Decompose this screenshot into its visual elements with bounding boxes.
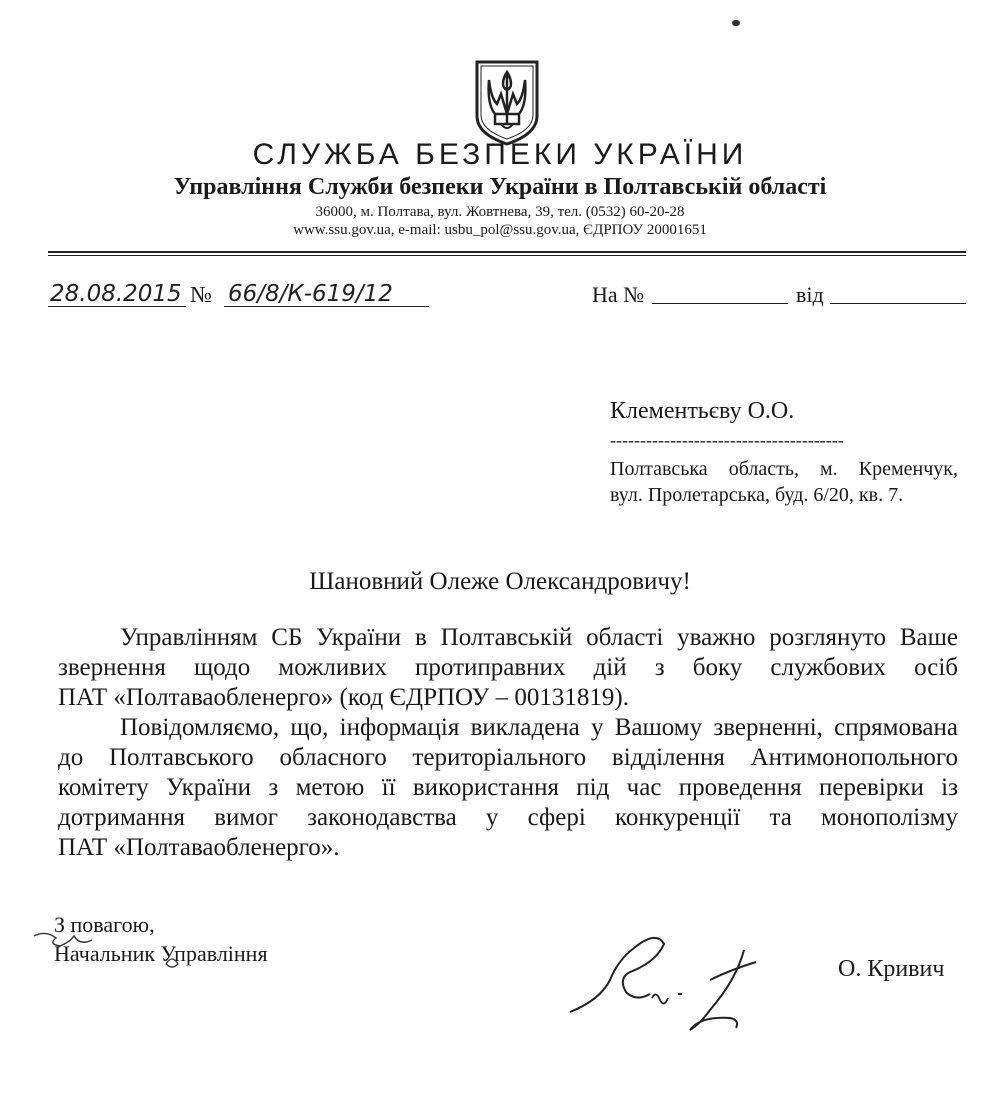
body-line: комітету України з метою її використання під час проведення перевірки із bbox=[58, 774, 958, 801]
signer-name: О. Кривич bbox=[838, 956, 945, 982]
signer-position: Начальник Управління bbox=[54, 941, 268, 966]
outgoing-number: 66/8/К-619/12 bbox=[228, 281, 393, 307]
reply-to-label: На № bbox=[592, 282, 645, 307]
body-line: дотримання вимог законодавства у сфері конкуренції та монополізму bbox=[58, 804, 958, 831]
recipient-address-line1: Полтавська область, м. Кременчук, bbox=[610, 458, 958, 480]
body-line: до Полтавського обласного територіального відділення Антимонопольного bbox=[58, 744, 958, 771]
outgoing-date: 28.08.2015 bbox=[50, 281, 182, 307]
handwritten-initials-icon bbox=[26, 924, 186, 974]
body-line: звернення щодо можливих протиправних дій з боку службових осіб bbox=[58, 654, 958, 681]
from-label: від bbox=[796, 282, 824, 307]
body-line: Управлінням СБ України в Полтавській області уважно розглянуто Ваше bbox=[120, 624, 958, 651]
recipient-address-line2: вул. Пролетарська, буд. 6/20, кв. 7. bbox=[610, 484, 904, 506]
closing-regards: З повагою, bbox=[54, 912, 155, 937]
number-symbol: № bbox=[190, 282, 212, 307]
org-title: СЛУЖБА БЕЗПЕКИ УКРАЇНИ bbox=[252, 138, 748, 171]
org-subtitle: Управління Служби безпеки України в Полтавській області bbox=[173, 174, 827, 200]
handwritten-signature-icon bbox=[560, 920, 780, 1040]
body-line: ПАТ «Полтаваобленерго» (код ЄДРПОУ – 00131819). bbox=[58, 684, 629, 711]
body-line: Повідомляємо, що, інформація викладена у Вашому зверненні, спрямована bbox=[120, 714, 958, 741]
recipient-name: Клементьєву О.О. bbox=[610, 398, 795, 424]
header-rule-thin bbox=[48, 255, 966, 256]
recipient-separator: --------------------------------------- bbox=[610, 430, 844, 450]
org-address: 36000, м. Полтава, вул. Жовтнева, 39, тел. (0532) 60-20-28 bbox=[315, 204, 685, 220]
scan-speck bbox=[732, 20, 740, 26]
org-contacts: www.ssu.gov.ua, e-mail: usbu_pol@ssu.gov.ua, ЄДРПОУ 20001651 bbox=[293, 222, 707, 238]
from-blank bbox=[830, 303, 966, 304]
trident-coat-of-arms-icon bbox=[473, 58, 541, 146]
date-underline bbox=[48, 306, 186, 307]
number-underline bbox=[224, 306, 429, 307]
reply-to-blank bbox=[652, 303, 788, 304]
body-line: ПАТ «Полтаваобленерго». bbox=[58, 834, 340, 861]
salutation: Шановний Олеже Олександровичу! bbox=[309, 568, 691, 595]
header-rule bbox=[48, 251, 966, 253]
